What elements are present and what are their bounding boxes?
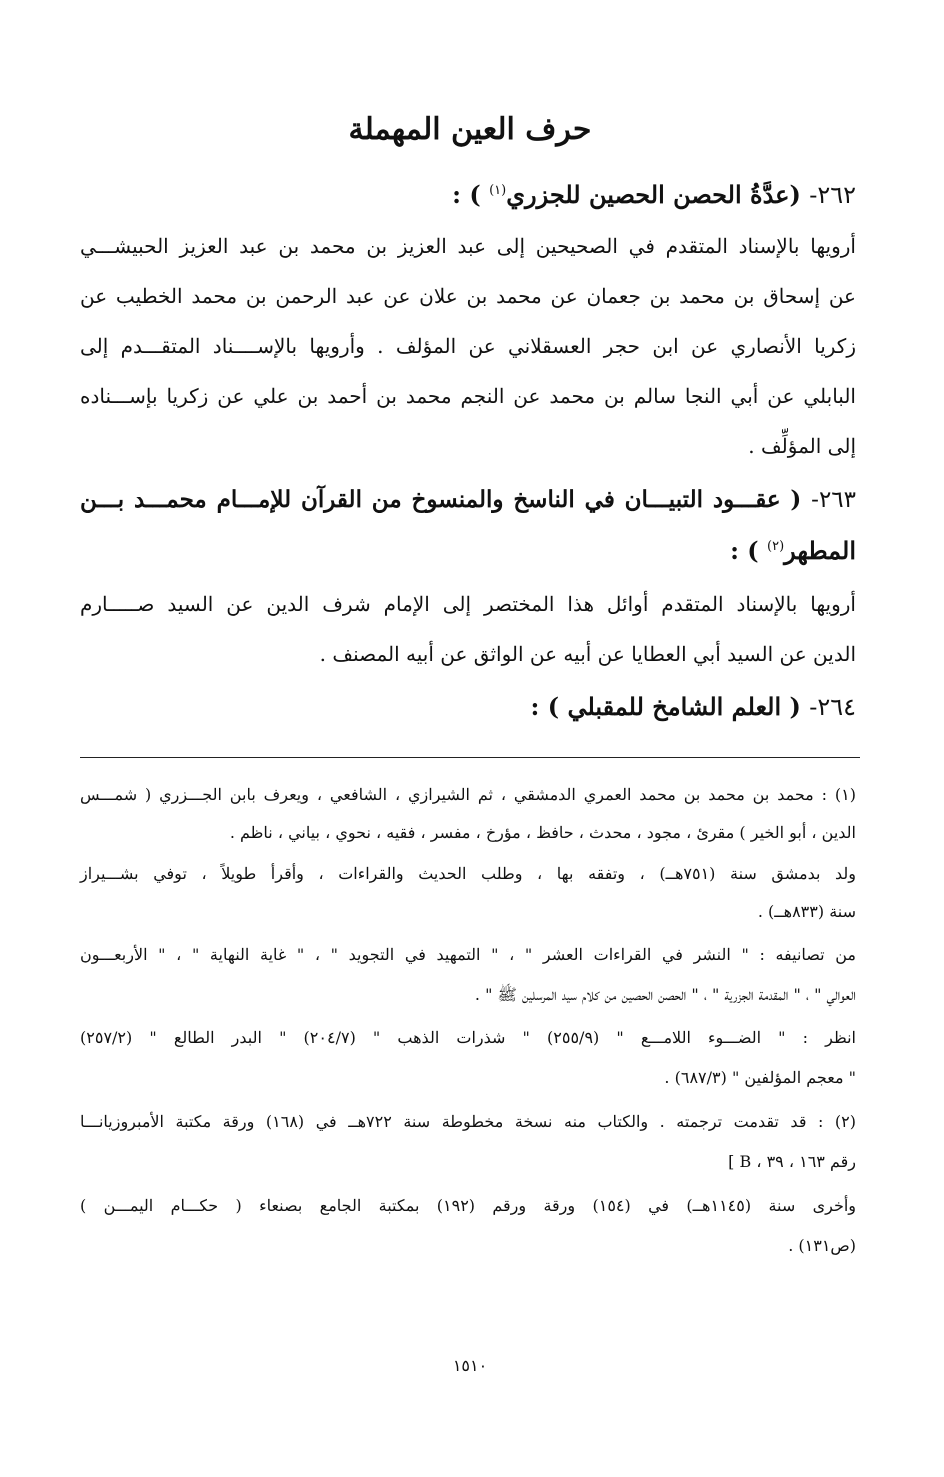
footnote-line: رقم ١٦٣ ، ٣٩ ، B ]	[728, 1152, 856, 1171]
entry-title-text: ( العلم الشامخ للمقبلي ) :	[530, 692, 801, 721]
entry-number: ٢٦٢-	[809, 181, 856, 209]
entry-262-line: عن إسحاق بن محمد بن جعمان عن محمد بن علان عن عبد الرحمن بن محمد الخطيب عن	[80, 284, 856, 308]
footnote-line: وأخرى سنة (١١٤٥هــ) في (١٥٤) ورقة ورقم (١٩٢) بمكتبة الجامع بصنعاء ( حكـــام اليمـــن )	[80, 1196, 857, 1215]
footnote-line: انظر : " الضـــوء اللامـــع " (٢٥٥/٩) " شذرات الذهب " (٢٠٤/٧) " البدر الطالع " (٢٥٧/٢)	[80, 1028, 856, 1047]
entry-264-title	[531, 692, 856, 721]
footnote-ref: (١)	[489, 183, 507, 198]
entry-title-text: ( عقـــود التبيـــان في الناسخ والمنسوخ من القرآن للإمـــام محمـــد بـــن	[80, 486, 802, 513]
entry-262-line: زكريا الأنصاري عن ابن حجر العسقلاني عن المؤلف . وأرويها بالإســــناد المتقـــدم إلى	[80, 334, 856, 358]
entry-title-text: المطهر	[784, 536, 856, 565]
entry-263-title-cont	[730, 536, 856, 565]
entry-263-title	[80, 486, 856, 513]
entry-title-end: ) :	[452, 180, 481, 209]
footnote-line: (١) : محمد بن محمد بن محمد العمري الدمشقي ، ثم الشيرازي ، الشافعي ، ويعرف بابن الجـــزري ( شمـــس	[80, 785, 856, 804]
document-page	[80, 0, 860, 1477]
entry-number: ٢٦٣-	[811, 487, 856, 513]
entry-number: ٢٦٤-	[809, 693, 856, 721]
chapter-heading: حرف العين المهملة	[348, 112, 592, 147]
entry-262-line: البابلي عن أبي النجا سالم بن محمد عن النجم محمد بن أحمد بن علي عن زكريا بإســـناده	[80, 384, 856, 408]
footnote-line: (٢) : قد تقدمت ترجمته . والكتاب منه نسخة مخطوطة سنة ٧٢٢هــ في (١٦٨) ورقة مكتبة الأمبروزيانـــا	[80, 1112, 857, 1131]
entry-262-line: إلى المؤلِّف .	[748, 434, 856, 458]
footnote-line: الدين ، أبو الخير ) مقرئ ، مجود ، محدث ، حافظ ، مؤرخ ، مفسر ، فقيه ، نحوي ، بياني ، ناظم .	[229, 823, 856, 842]
entry-title-end: ) :	[730, 536, 759, 565]
entry-262-line: أرويها بالإسناد المتقدم في الصحيحين إلى عبد العزيز بن محمد بن عبد العزيز الحبيشـــي	[80, 234, 856, 258]
footnote-line: العوالي " ، " المقدمة الجزرية " ، " الحصن الحصين من كلام سيد المرسلين ﷺ " .	[474, 985, 856, 1004]
entry-263-line: أرويها بالإسناد المتقدم أوائل هذا المختصر إلى الإمام شرف الدين عن السيد صـــــارم	[80, 592, 856, 616]
footnote-line: (ص١٣١) .	[788, 1236, 856, 1255]
footnote-line: " معجم المؤلفين " (٦٨٧/٣) .	[664, 1068, 856, 1087]
footnote-line: من تصانيفه : " النشر في القراءات العشر " ، " التمهيد في التجويد " ، " غاية النهاية " ، " الأربعـــون	[80, 945, 856, 964]
entry-263-line: الدين عن السيد أبي العطايا عن أبيه عن الواثق عن أبيه المصنف .	[319, 642, 856, 666]
footnote-divider	[80, 757, 860, 758]
page-number: ١٥١٠	[452, 1356, 488, 1375]
entry-title-text: (عدَّةُ الحصن الحصين للجزري	[506, 180, 801, 209]
entry-262-title	[452, 180, 856, 209]
footnote-line: سنة (٨٣٣هــ) .	[757, 902, 856, 921]
footnote-line: ولد بدمشق سنة (٧٥١هــ) ، وتفقه بها ، وطلب الحديث والقراءات ، وأقرأ طويلاً ، توفي بشـــيراز	[80, 864, 856, 883]
footnote-ref: (٢)	[767, 539, 785, 554]
